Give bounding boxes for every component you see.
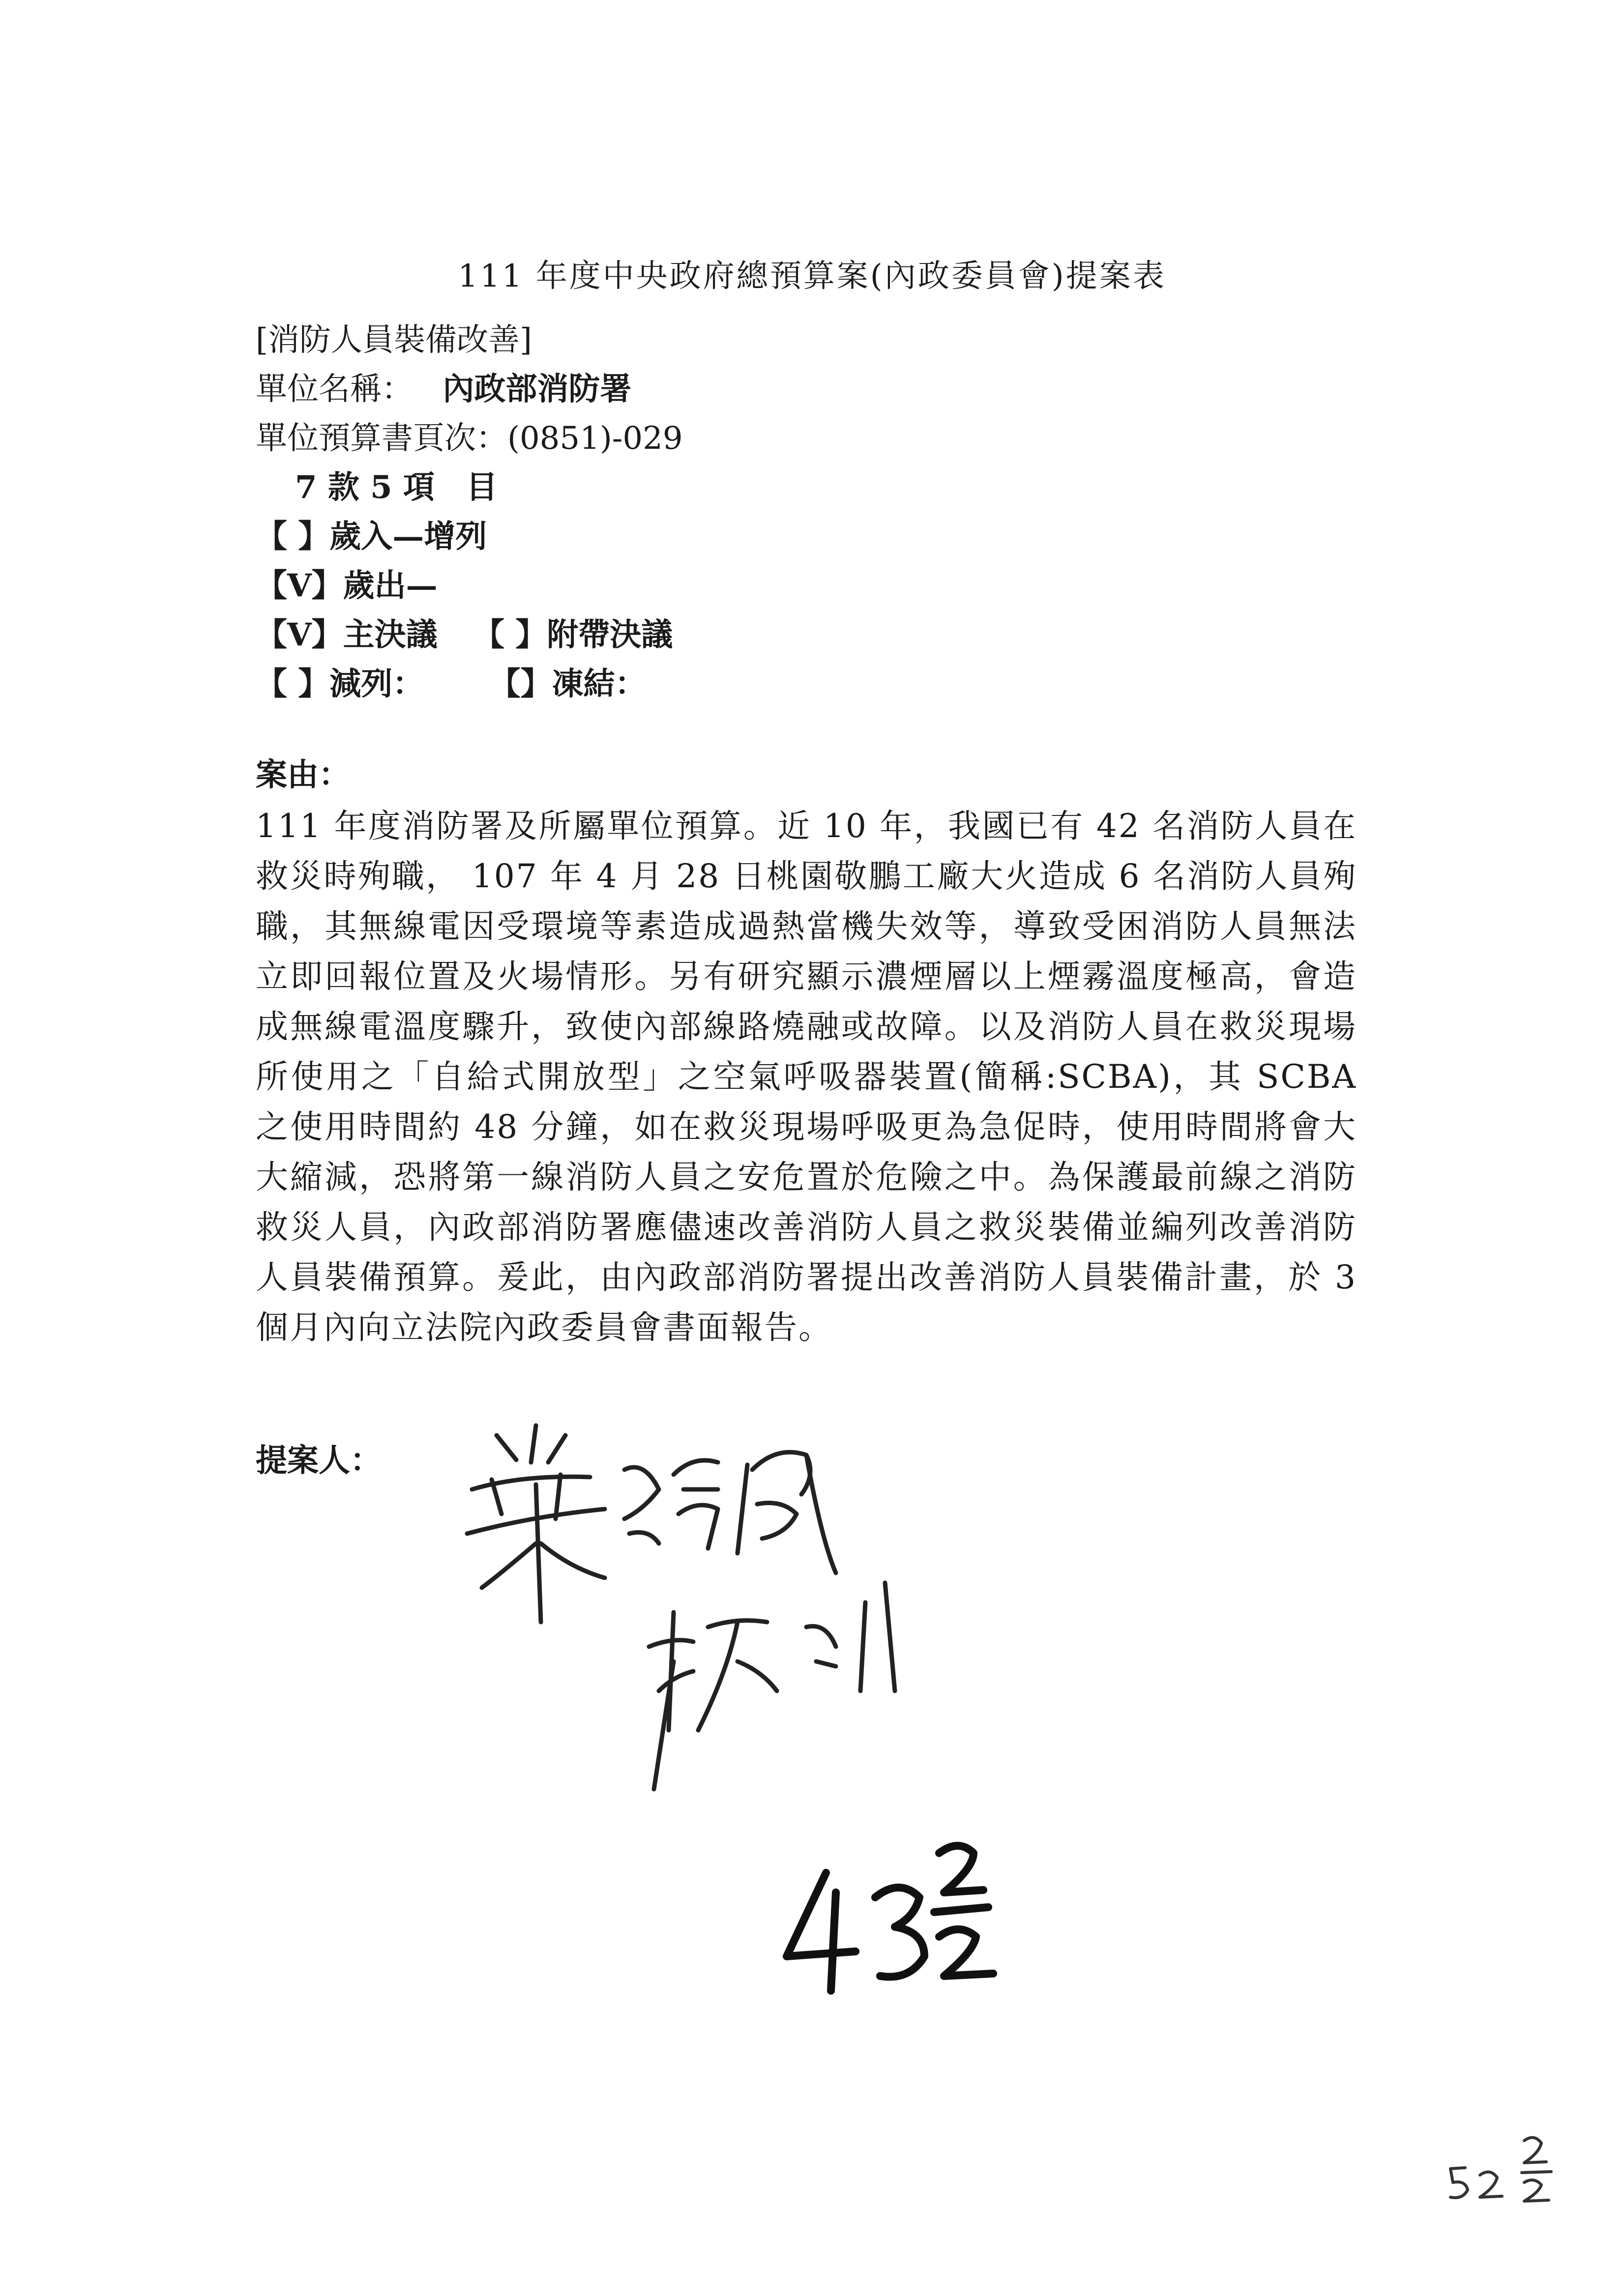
proposer-label: 提案人： bbox=[256, 1442, 382, 1479]
resolution-line bbox=[256, 610, 673, 655]
reduce-freeze-line bbox=[256, 659, 647, 704]
reason-text: 111 年度消防署及所屬單位預算。近 10 年，我國已有 42 名消防人員在救災時殉職， 107 年 4 月 28 日桃園敬鵬工廠大火造成 6 名消防人員殉職，其無線電因受環境等素造成過熱當機失效等，導致受困消防人員無法立即回報位置及火場情形。另有研究顯示濃煙層以上煙霧溫度極高，會造成無線電溫度驟升，致使內部線路燒融或故障。以及消防人員在救災現場所使用之「自給式開放型」之空氣呼吸器裝置(簡稱:SCBA)，其 SCBA 之使用時間約 48 分鐘，如在救災現場呼吸更為急促時，使用時間將會大大縮減，恐將第一線消防人員之安危置於危險之中。為保護最前線之消防救災人員，內政部消防署應儘速改善消防人員之救災裝備並編列改善消防人員裝備預算。爰此，由內政部消防署提出改善消防人員裝備計畫，於 3 個月內向立法院內政委員會書面報告。 bbox=[256, 807, 1357, 1346]
unit-name-line bbox=[256, 364, 631, 409]
checkbox-main-resolution: 【V】主決議 bbox=[256, 616, 438, 653]
reason-label: 案由： bbox=[256, 756, 350, 793]
category-label: [消防人員裝備改善] bbox=[256, 322, 532, 358]
document-title: 111 年度中央政府總預算案(內政委員會)提案表 bbox=[458, 258, 1166, 294]
handwritten-signature bbox=[462, 1416, 929, 1809]
item-line: 7 款 5 項 目 bbox=[295, 469, 498, 506]
checkbox-freeze: 【】凍結： bbox=[489, 666, 647, 702]
unit-name-label: 單位名稱： bbox=[256, 371, 413, 407]
checkbox-reduce: 【 】減列： bbox=[256, 666, 424, 702]
checkbox-expenditure: 【V】歲出— bbox=[256, 567, 438, 604]
checkbox-attached-resolution: 【 】附帶決議 bbox=[472, 616, 673, 653]
budget-page-line: 單位預算書頁次：(0851)-029 bbox=[256, 420, 683, 457]
checkbox-revenue-increase: 【 】歲入—增列 bbox=[256, 518, 487, 555]
handwritten-number bbox=[777, 1833, 1033, 2001]
unit-name-value: 內政部消防署 bbox=[443, 371, 632, 407]
corner-page-mark bbox=[1446, 2133, 1573, 2207]
